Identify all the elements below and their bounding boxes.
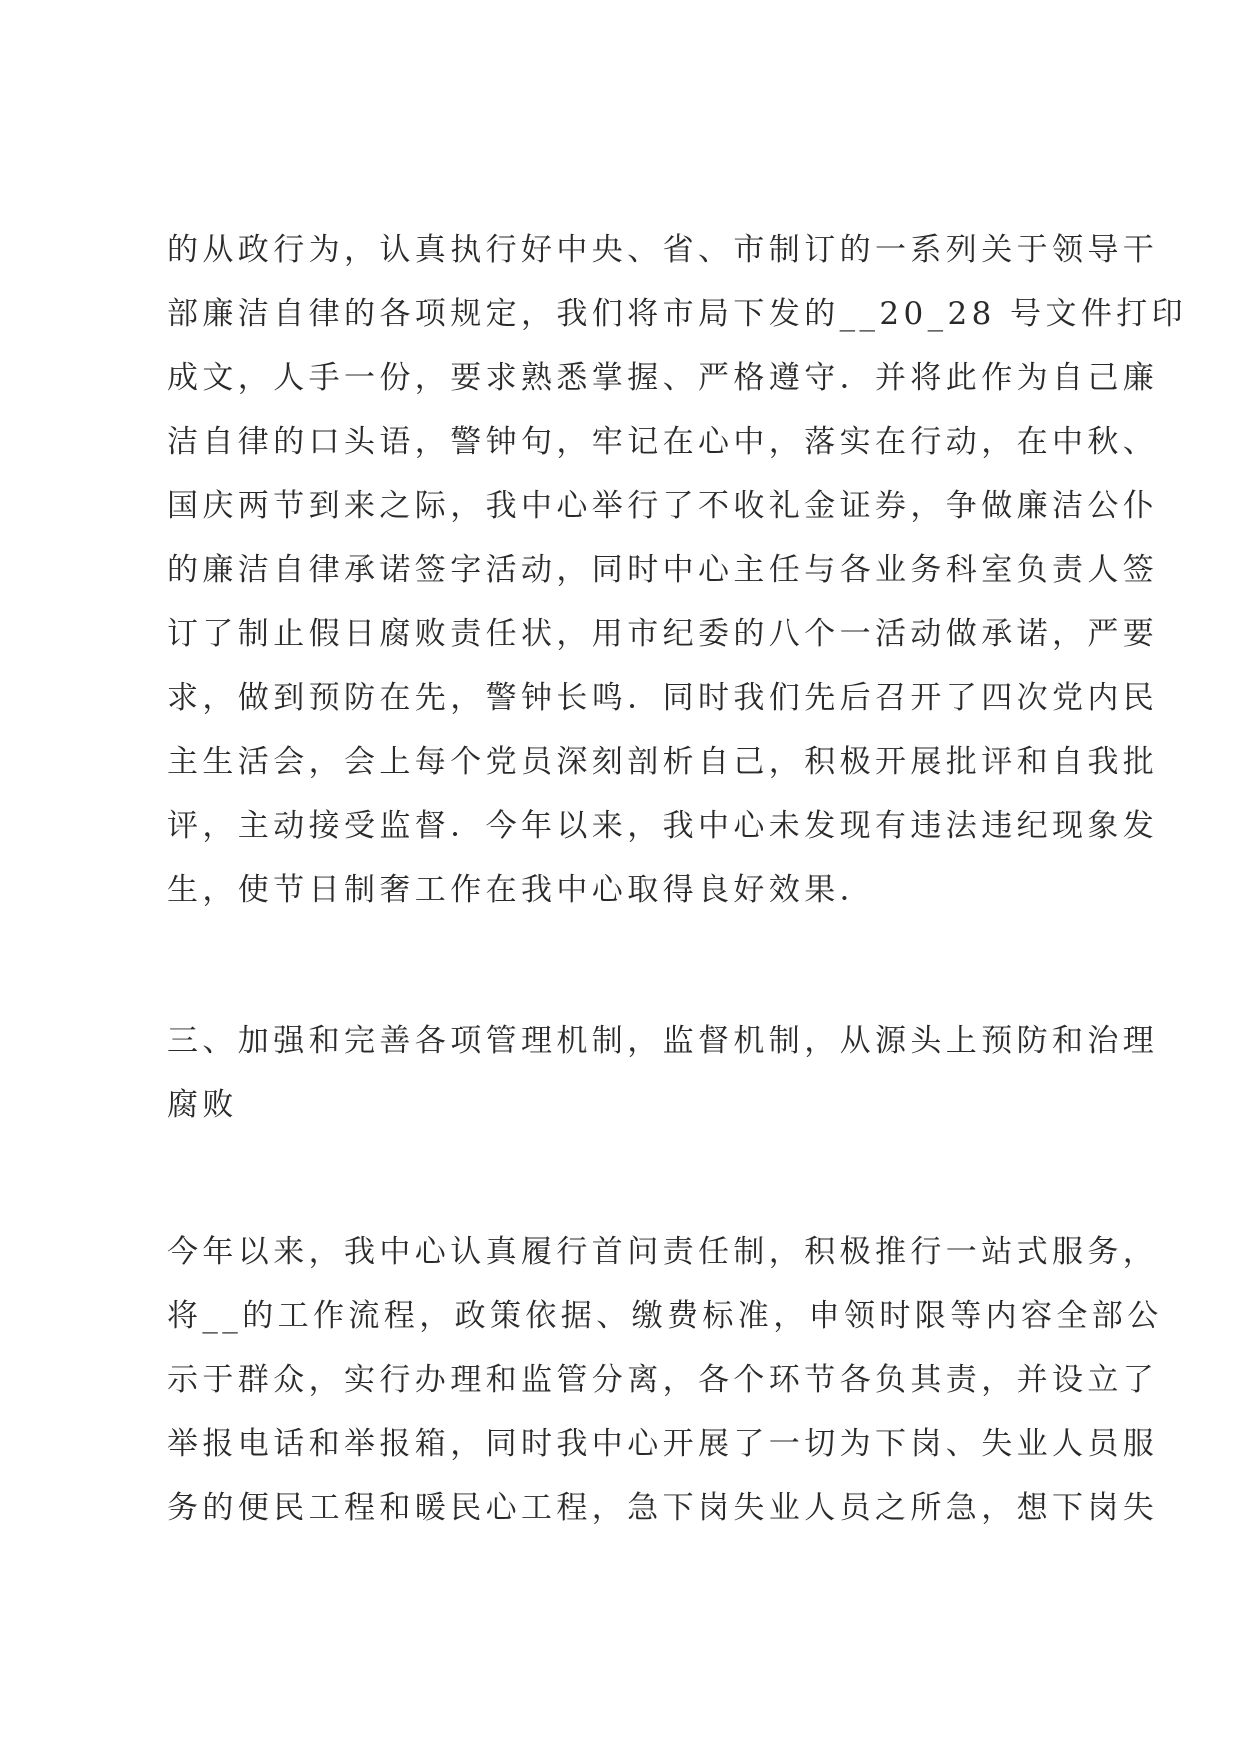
text-line: 今年以来，我中心认真履行首问责任制，积极推行一站式服务， <box>167 1234 1159 1270</box>
text-line: 将__的工作流程，政策依据、缴费标准，申领时限等内容全部公 <box>167 1298 1163 1334</box>
text-line: 国庆两节到来之际，我中心举行了不收礼金证券，争做廉洁公仆 <box>167 488 1159 524</box>
text-line: 务的便民工程和暖民心工程，急下岗失业人员之所急，想下岗失 <box>167 1490 1159 1526</box>
text-line: 求，做到预防在先，警钟长鸣．同时我们先后召开了四次党内民 <box>167 680 1159 716</box>
body-paragraph-1 <box>167 218 1188 922</box>
text-line: 生，使节日制奢工作在我中心取得良好效果． <box>167 872 875 908</box>
body-paragraph-2 <box>167 1220 1163 1540</box>
heading-line: 腐败 <box>167 1087 238 1123</box>
text-line: 举报电话和举报箱，同时我中心开展了一切为下岗、失业人员服 <box>167 1426 1159 1462</box>
text-line: 评，主动接受监督．今年以来，我中心未发现有违法违纪现象发 <box>167 808 1159 844</box>
text-line: 部廉洁自律的各项规定，我们将市局下发的__20_28 号文件打印 <box>167 296 1188 332</box>
text-line: 的从政行为，认真执行好中央、省、市制订的一系列关于领导干 <box>167 232 1159 268</box>
text-line: 主生活会，会上每个党员深刻剖析自己，积极开展批评和自我批 <box>167 744 1159 780</box>
section-heading-3 <box>167 1009 1159 1137</box>
text-line: 订了制止假日腐败责任状，用市纪委的八个一活动做承诺，严要 <box>167 616 1159 652</box>
text-line: 示于群众，实行办理和监管分离，各个环节各负其责，并设立了 <box>167 1362 1159 1398</box>
text-line: 洁自律的口头语，警钟句，牢记在心中，落实在行动，在中秋、 <box>167 424 1159 460</box>
text-line: 成文，人手一份，要求熟悉掌握、严格遵守．并将此作为自己廉 <box>167 360 1159 396</box>
heading-line: 三、加强和完善各项管理机制，监督机制，从源头上预防和治理 <box>167 1023 1159 1059</box>
text-line: 的廉洁自律承诺签字活动，同时中心主任与各业务科室负责人签 <box>167 552 1159 588</box>
